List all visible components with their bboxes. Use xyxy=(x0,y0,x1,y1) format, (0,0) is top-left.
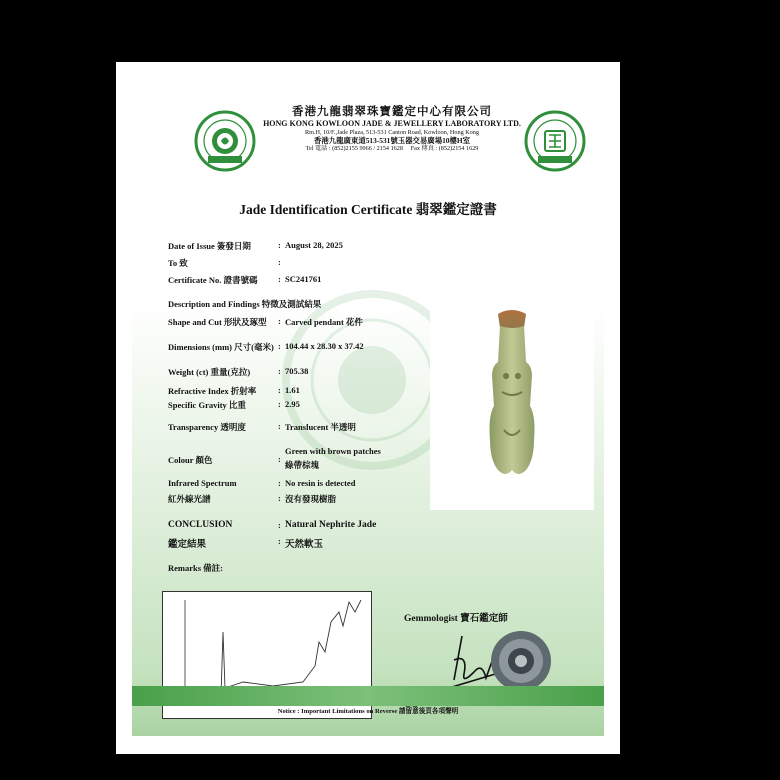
laboratory-header xyxy=(262,105,522,153)
description-heading: Description and Findings 特徵及測試結果 xyxy=(168,299,322,309)
conclusion-label-en: CONCLUSION xyxy=(168,520,233,530)
lab-name-en: HONG KONG KOWLOON JADE & JEWELLERY LABORATORY LTD. xyxy=(263,119,521,129)
remarks-label: Remarks 備註: xyxy=(168,563,224,573)
colour-label: Colour 顏色 xyxy=(168,455,213,465)
lab-fax: Fax 傳真 : (852)2154 1629 xyxy=(410,145,479,153)
colour-value-en: Green with brown patches xyxy=(285,446,381,456)
infrared-value-en: No resin is detected xyxy=(285,478,356,488)
jade-pendant-image xyxy=(430,280,594,510)
certificate-number-label: Certificate No. 證書號碼 xyxy=(168,275,258,285)
certificate-title: Jade Identification Certificate 翡翠鑑定證書 xyxy=(239,202,497,217)
lab-address-cn: 香港九龍廣東道513-531號玉器交易廣場10樓H室 xyxy=(313,136,471,146)
limitations-notice: Notice : Important Limitations on Reverse 請留意後頁各項聲明 xyxy=(277,708,459,715)
jade-photo xyxy=(430,280,594,510)
certificate-body: 香港九龍翡翠珠寶鑑定中心有限公司 HONG KONG KOWLOON JADE & JEWELLERY LABORATORY LTD. Rm.H, 10/F.,Jade Plaza, 513-531 Canton Road, Kowloon, Hong Kong 香港九龍廣東道513-531號玉器交易廣場10樓H室 Tel 電話 : (852)2155 9966 / 2154 1628 Fax 傳真 : (852)2154 1629 Jade Identification Certificate 翡翠鑑定證書 Date of Issue 簽發日期 : August 28, 2025 To 致 : Certificate No. 證書號碼 : SC241761 Description and Findings 特徵及測試結果 Shape and Cut 形狀及琢型 : Carved pendant 花件 Dimensions (mm) 尺寸(毫米) : 104.44 x 28.30 x 37.42 Weight (ct) 重量(克拉) : 705.38 Refractive Index 折射率 : 1.61 Specific Gravity 比重 : 2.95 Transparency 透明度 : Translucent 半透明 Colour 顏色 : Green with brown patches 綠帶棕塊 Infrared Spectrum : No resin is detected 紅外線光譜 : 沒有發現樹脂 CONCLUSION : Natural Nephrite Jade 鑑定結果 : 天然軟玉 Remarks 備註: Gemmologist 寶石鑑定師 Notice : Important Limitations on Reverse 請留意後頁各項聲明 xyxy=(132,80,604,736)
dimensions-value: 104.44 x 28.30 x 37.42 xyxy=(285,341,364,351)
weight-value: 705.38 xyxy=(285,366,309,376)
specific-gravity-label: Specific Gravity 比重 xyxy=(168,400,246,410)
certificate xyxy=(116,62,620,754)
shape-label: Shape and Cut 形狀及琢型 xyxy=(168,317,267,327)
conclusion-value-cn: 天然軟玉 xyxy=(285,540,324,550)
conclusion-label-cn: 鑑定結果 xyxy=(168,540,207,550)
lab-tel: Tel 電話 : (852)2155 9966 / 2154 1628 xyxy=(305,145,403,153)
to-label: To 致 xyxy=(168,258,188,268)
infrared-label-cn: 紅外線光譜 xyxy=(168,494,211,504)
weight-label: Weight (ct) 重量(克拉) xyxy=(168,367,251,377)
certificate-number-value: SC241761 xyxy=(285,274,322,284)
refractive-index-value: 1.61 xyxy=(285,385,300,395)
specific-gravity-value: 2.95 xyxy=(285,399,300,409)
date-value: August 28, 2025 xyxy=(285,240,343,250)
infrared-value-cn: 沒有發現樹脂 xyxy=(285,494,337,504)
hologram-sticker-icon xyxy=(490,630,552,692)
refractive-index-label: Refractive Index 折射率 xyxy=(168,386,257,396)
transparency-label: Transparency 透明度 xyxy=(168,422,246,432)
date-label: Date of Issue 簽發日期 xyxy=(168,241,251,251)
bottom-band xyxy=(132,686,604,706)
shape-value: Carved pendant 花件 xyxy=(285,317,363,327)
gemmologist-title: Gemmologist 寶石鑑定師 xyxy=(404,614,508,624)
laboratory-seal-icon xyxy=(194,110,256,172)
colour-value-cn: 綠帶棕塊 xyxy=(285,460,320,470)
lab-address-en: Rm.H, 10/F.,Jade Plaza, 513-531 Canton Road, Kowloon, Hong Kong xyxy=(305,128,479,136)
transparency-value: Translucent 半透明 xyxy=(285,422,356,432)
conclusion-value-en: Natural Nephrite Jade xyxy=(285,520,377,530)
infrared-label-en: Infrared Spectrum xyxy=(168,478,237,488)
association-seal-icon xyxy=(524,110,586,172)
lab-name-cn: 香港九龍翡翠珠寶鑑定中心有限公司 xyxy=(292,106,492,118)
dimensions-label: Dimensions (mm) 尺寸(毫米) xyxy=(168,342,274,352)
